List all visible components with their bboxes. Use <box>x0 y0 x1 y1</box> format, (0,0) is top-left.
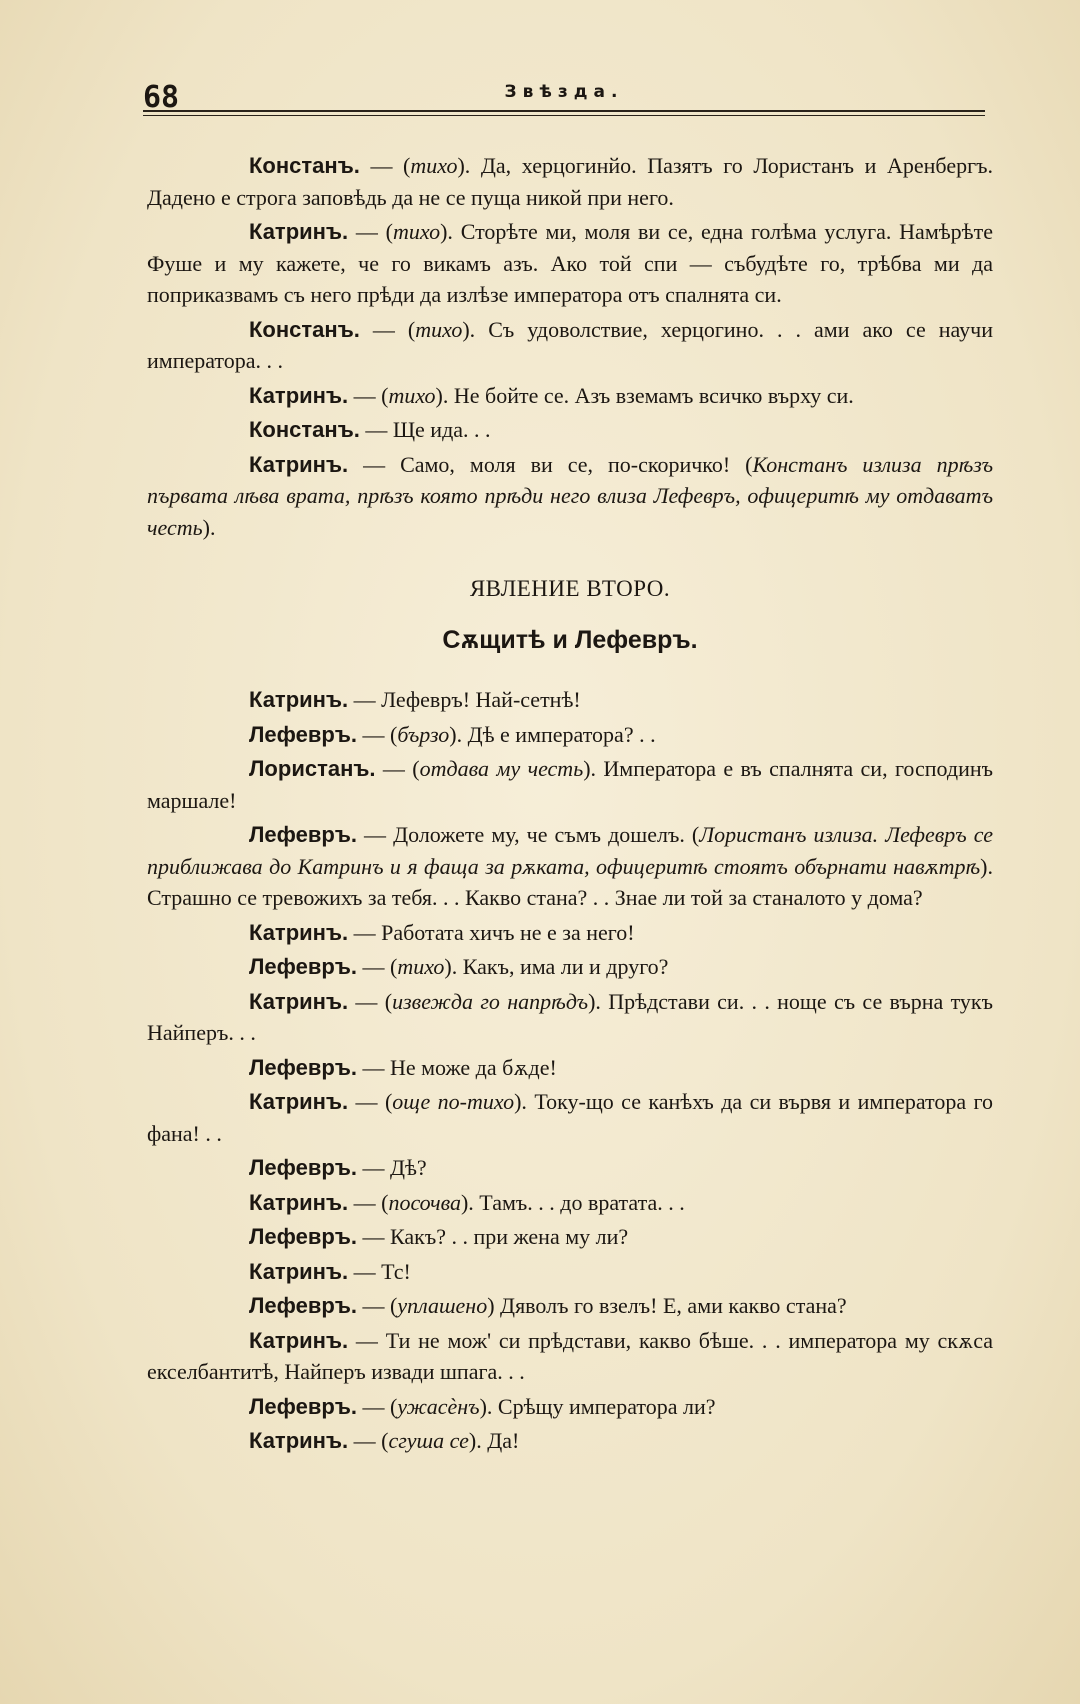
stage-direction: уплашено <box>397 1293 488 1318</box>
stage-direction: тихо <box>410 153 458 178</box>
stage-direction: тихо <box>388 382 436 408</box>
speaker-name: Лефевръ. <box>249 954 357 979</box>
dialogue-block-1 <box>147 150 993 543</box>
line-text: — Дѣ? <box>356 1155 427 1180</box>
line-text-rest: ). Да! <box>468 1428 520 1453</box>
line-text-rest: ). Императора е въ спалнята си, господинъ маршале! <box>147 756 993 813</box>
dialogue-line <box>147 1187 993 1219</box>
dialogue-line <box>147 986 993 1049</box>
speaker-name: Лефевръ. <box>249 1393 357 1419</box>
dialogue-line <box>147 1256 993 1288</box>
line-text: — ( <box>348 1189 389 1215</box>
line-text: — ( <box>375 756 420 781</box>
speaker-name: Катринъ. <box>249 382 349 408</box>
speaker-name: Лефевръ. <box>249 1293 357 1318</box>
dialogue-line <box>147 414 993 446</box>
dialogue-line <box>147 150 993 213</box>
line-text-rest: ). Какъ, има ли и друго? <box>444 954 669 979</box>
dialogue-line <box>147 1052 993 1084</box>
stage-direction: тихо <box>397 954 445 979</box>
line-text-rest: ). Не бойте се. Азъ вземамъ всичко върху си. <box>435 382 854 408</box>
line-text-rest: ). Току-що се канѣхъ да си вървя и императора го фана! . . <box>147 1089 994 1146</box>
stage-direction: извежда го напрѣдъ <box>392 988 589 1014</box>
line-text-rest: ). Прѣдстави си. . . ноще съ се върна тукъ Найперъ. . . <box>147 988 993 1045</box>
dialogue-line <box>147 449 993 544</box>
stage-direction: още по-тихо <box>392 1089 515 1114</box>
dialogue-line <box>147 216 993 311</box>
stage-direction: сгуша се <box>388 1428 469 1453</box>
speaker-name: Констанъ. <box>249 316 360 342</box>
line-text: — ( <box>348 382 389 408</box>
line-text-rest: ). Страшно се тревожихъ за тебя. . . Какво стана? . . Знае ли той за станалото у дома? <box>147 853 993 910</box>
stage-direction: тихо <box>392 219 441 244</box>
dialogue-line <box>147 1152 993 1184</box>
dialogue-line <box>147 1086 993 1149</box>
line-text-rest: ). Сторѣте ми, моля ви се, една голѣма услуга. Намѣрѣте Фуше и му кажете, че го викамъ азъ. Ако той спи — събудѣте го, трѣбва ми да поприказвамъ съ него прѣди да излѣзе императора отъ спалнята си. <box>147 219 994 307</box>
speaker-name: Констанъ. <box>249 153 360 178</box>
dialogue-line <box>147 1221 993 1253</box>
header-rule-thin <box>143 115 985 116</box>
line-text: — ( <box>356 721 398 747</box>
line-text-rest: ) Дяволъ го взелъ! Е, ами какво стана? <box>487 1293 847 1318</box>
speaker-name: Катринъ. <box>249 219 349 244</box>
line-text: — ( <box>356 1293 398 1318</box>
dialogue-line <box>147 819 993 914</box>
dialogue-line <box>147 1290 993 1322</box>
scene-title: Сѫщитѣ и Лефевръ. <box>442 625 698 654</box>
running-title: Звѣзда. <box>504 82 624 102</box>
speaker-name: Катринъ. <box>249 988 349 1014</box>
line-text: — ( <box>356 954 398 979</box>
speaker-name: Катринъ. <box>249 451 349 477</box>
dialogue-line <box>147 917 993 949</box>
speaker-name: Лефевръ. <box>249 1155 357 1180</box>
speaker-name: Катринъ. <box>249 919 349 945</box>
line-text-rest: ). Съ удоволствие, херцогино. . . ами ако се научи императора. . . <box>147 316 994 373</box>
dialogue-block-2 <box>147 684 993 1457</box>
speaker-name: Лефевръ. <box>249 1224 357 1249</box>
line-text-rest: ). <box>202 514 216 540</box>
line-text: — ( <box>348 1428 389 1453</box>
dialogue-line <box>147 951 993 983</box>
line-text: — Ти не мож' си прѣдстави, какво бѣше. . . императора му скѫса екселбантитѣ, Найперъ извади шпага. . . <box>147 1327 993 1384</box>
speaker-name: Катринъ. <box>249 1089 349 1114</box>
line-text-rest: ). Дѣ е императора? . . <box>449 721 656 747</box>
speaker-name: Катринъ. <box>249 1327 349 1353</box>
page-number: 68 <box>143 80 180 115</box>
stage-direction: отдава му честь <box>419 756 584 781</box>
line-text-rest: ). Да, херцогинйо. Пазятъ го Лористанъ и Аренбергъ. Дадено е строга заповѣдь да не се пуща никой при него. <box>147 153 993 210</box>
act-title: ЯВЛЕНИЕ ВТОРО. <box>469 576 671 601</box>
stage-direction: Констанъ излиза прѣзъ първата лѣва врата, прѣзъ която прѣди него влиза Лефевръ, офицеритѣ му отдаватъ честь <box>147 451 993 540</box>
line-text: — Ще ида. . . <box>359 417 491 442</box>
line-text: — ( <box>348 1089 393 1114</box>
line-text: — Не може да бѫде! <box>356 1054 557 1080</box>
stage-direction: посочва <box>388 1189 461 1215</box>
line-text: — Какъ? . . при жена му ли? <box>356 1224 629 1249</box>
stage-direction: тихо <box>415 316 463 342</box>
line-text-rest: ). Тамъ. . . до вратата. . . <box>460 1189 685 1215</box>
line-text: — ( <box>359 153 411 178</box>
dialogue-line <box>147 753 993 816</box>
speaker-name: Лефевръ. <box>249 822 357 847</box>
line-text: — Само, моля ви се, по-скоричко! ( <box>348 451 753 477</box>
dialogue-line <box>147 719 993 751</box>
line-text: — Работата хичъ не е за него! <box>348 919 635 945</box>
line-text: — Доложете му, че съмъ дошелъ. ( <box>356 822 700 847</box>
dialogue-line <box>147 1425 993 1457</box>
line-text: — ( <box>359 316 416 342</box>
dialogue-line <box>147 1391 993 1423</box>
stage-direction: Лористанъ излиза. Лефевръ се приближава до Катринъ и я фаща за рѫката, офицеритѣ стоятъ обърнати навѫтрѣ <box>147 822 993 879</box>
stage-direction: ужасѐнъ <box>397 1393 480 1419</box>
line-text: — ( <box>348 988 393 1014</box>
speaker-name: Констанъ. <box>249 417 360 442</box>
dialogue-line <box>147 684 993 716</box>
line-text-rest: ). Срѣщу императора ли? <box>479 1393 716 1419</box>
speaker-name: Катринъ. <box>249 1428 349 1453</box>
line-text: — Тс! <box>348 1258 411 1284</box>
body-text <box>147 150 993 1460</box>
speaker-name: Лефевръ. <box>249 721 357 747</box>
line-text: — ( <box>356 1393 398 1419</box>
dialogue-line <box>147 1325 993 1388</box>
line-text: — ( <box>348 219 393 244</box>
header-rule <box>143 110 985 112</box>
speaker-name: Катринъ. <box>249 687 349 712</box>
dialogue-line <box>147 380 993 412</box>
speaker-name: Лористанъ. <box>249 756 376 781</box>
stage-direction: бързо <box>397 721 450 747</box>
dialogue-line <box>147 314 993 377</box>
speaker-name: Катринъ. <box>249 1258 349 1284</box>
speaker-name: Катринъ. <box>249 1189 349 1215</box>
line-text: — Лефевръ! Най-сетнѣ! <box>348 687 581 712</box>
speaker-name: Лефевръ. <box>249 1054 357 1080</box>
